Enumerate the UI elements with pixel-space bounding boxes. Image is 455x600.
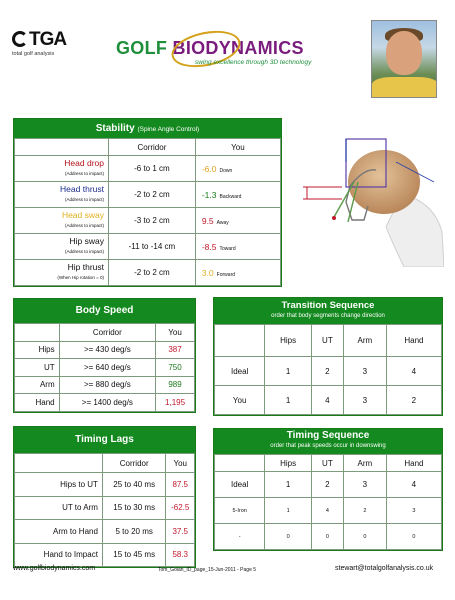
footer-website-link[interactable]: www.golfbiodynamics.com [13,565,96,572]
transition-subtitle: order that body segments change direction [271,313,385,319]
timing-lags-label: Hand to Impact [15,543,103,567]
body-speed-panel [13,298,196,413]
stability-metric: Hip thrust [67,262,104,272]
transition-row [215,357,442,386]
stability-panel [13,118,282,287]
body-speed-label: Hips [15,341,60,359]
stability-title: Stability [95,123,135,134]
transition-cell: 1 [265,357,312,386]
hand-dot-icon [332,216,336,220]
tga-swoosh-icon [12,31,28,47]
tga-logo-text: TGA [29,29,67,50]
stability-direction: Away [216,219,229,226]
logo-title [116,38,366,59]
stability-corridor: -2 to 2 cm [109,182,196,208]
timing-sequence-cell: 4 [386,472,441,498]
body-speed-you: 387 [156,341,195,359]
timing-sequence-row [215,524,442,550]
stability-metric-note: (Address to impact) [64,197,104,202]
golf-biodynamics-logo [116,38,366,78]
timing-lags-label: Hips to UT [15,473,103,497]
transition-blank-header [215,325,265,357]
logo-golf: GOLF [116,38,168,58]
body-speed-label: UT [15,359,60,377]
timing-sequence-row-label: 5-Iron [215,498,265,524]
stability-you [195,234,280,260]
stability-row [15,208,281,234]
body-speed-label: Hand [15,394,60,412]
timing-lags-you: -62.5 [166,496,195,520]
stability-you-value: -6.0 [201,163,217,174]
timing-sequence-cell: 1 [265,472,312,498]
timing-sequence-cell: 0 [311,524,343,550]
transition-col-header: Hips [265,325,312,357]
timing-sequence-cell: 2 [343,498,386,524]
body-speed-corridor: >= 880 deg/s [59,376,155,394]
stability-table [14,138,281,286]
transition-cell: 4 [311,386,343,415]
timing-sequence-col-header: Hand [386,455,441,472]
body-speed-you: 1,195 [156,394,195,412]
stability-metric: Head sway [61,210,104,220]
stability-metric: Head drop [64,158,104,168]
timing-lags-corridor: 5 to 20 ms [102,520,166,544]
stability-corridor: -11 to -14 cm [109,234,196,260]
timing-lags-row [15,520,195,544]
tga-subtitle: total golf analysis [12,51,55,57]
footer-email-link[interactable]: stewart@totalgolfanalysis.co.uk [335,565,434,572]
transition-table [214,324,442,415]
body-speed-table [14,323,195,412]
timing-lags-title: Timing Lags [14,427,195,453]
timing-sequence-cell: 0 [386,524,441,550]
transition-row-label: You [215,386,265,415]
stability-you [195,156,280,182]
timing-sequence-blank-header [215,455,265,472]
timing-lags-label: UT to Arm [15,496,103,520]
timing-lags-corridor: 15 to 30 ms [102,496,166,520]
timing-sequence-cell: 4 [311,498,343,524]
transition-cell: 3 [343,386,386,415]
stability-row-label [15,260,109,286]
stability-direction: Backward [219,193,242,200]
stability-col-corridor: Corridor [109,139,196,156]
stability-metric-note: (When Hip rotation = 0) [57,275,104,280]
timing-lags-corridor: 15 to 45 ms [102,543,166,567]
transition-cell: 2 [386,386,441,415]
stability-metric: Hip sway [69,236,104,246]
stability-corridor: -2 to 2 cm [109,260,196,286]
body-speed-row [15,341,195,359]
transition-row [215,386,442,415]
stability-you-value: 9.5 [201,215,214,226]
timing-lags-row [15,473,195,497]
timing-lags-col-you: You [166,454,195,473]
timing-lags-label: Arm to Hand [15,520,103,544]
stability-you-value: 3.0 [201,267,214,278]
timing-sequence-row [215,472,442,498]
timing-sequence-cell: 3 [343,472,386,498]
timing-sequence-row-label: Ideal [215,472,265,498]
timing-sequence-table [214,454,442,550]
transition-row-label: Ideal [215,357,265,386]
timing-sequence-cell: 1 [265,498,312,524]
stability-row-label [15,234,109,260]
timing-sequence-title: Timing Sequence [286,430,370,441]
transition-col-header: UT [311,325,343,357]
stability-you-value: -1.3 [201,189,217,200]
stability-row-label [15,208,109,234]
stability-metric-note: (Address to impact) [64,249,104,254]
body-speed-you: 989 [156,376,195,394]
head-shape [348,150,420,214]
timing-sequence-panel [213,428,443,551]
logo-biodynamics: BIODYNAMICS [172,38,304,58]
timing-sequence-cell: 3 [386,498,441,524]
body-speed-row [15,376,195,394]
stability-corridor: -3 to 2 cm [109,208,196,234]
stability-row-label [15,156,109,182]
body-speed-title: Body Speed [14,299,195,323]
transition-cell: 2 [311,357,343,386]
transition-cell: 3 [343,357,386,386]
timing-sequence-cell: 0 [343,524,386,550]
stability-direction: Forward [216,271,236,278]
timing-lags-you: 87.5 [166,473,195,497]
stability-you [195,182,280,208]
timing-lags-you: 58.3 [166,543,195,567]
timing-lags-you: 37.5 [166,520,195,544]
stability-direction: Down [219,167,233,174]
transition-col-header: Hand [386,325,441,357]
stability-row [15,234,281,260]
stability-you-value: -8.5 [201,241,217,252]
head-position-diagram [284,122,444,267]
body-speed-col-you: You [156,324,195,342]
transition-sequence-panel [213,297,443,416]
timing-sequence-subtitle: order that peak speeds occur in downswing [270,443,386,449]
transition-title: Transition Sequence [281,300,375,311]
transition-col-header: Arm [343,325,386,357]
body-speed-corridor: >= 1400 deg/s [59,394,155,412]
body-speed-col-corridor: Corridor [59,324,155,342]
transition-cell: 1 [265,386,312,415]
transition-cell: 4 [386,357,441,386]
stability-metric: Head thrust [60,184,104,194]
transition-header [214,298,442,324]
stability-header [14,119,281,138]
timing-lags-col-corridor: Corridor [102,454,166,473]
stability-row-label [15,182,109,208]
timing-sequence-header [214,429,442,454]
timing-sequence-cell: 0 [265,524,312,550]
stability-row [15,156,281,182]
timing-lags-blank-header [15,454,103,473]
body-speed-corridor: >= 430 deg/s [59,341,155,359]
stability-row [15,260,281,286]
timing-sequence-cell: 2 [311,472,343,498]
timing-lags-table [14,453,195,567]
stability-you [195,208,280,234]
body-speed-row [15,359,195,377]
timing-lags-panel [13,426,196,568]
timing-sequence-col-header: Hips [265,455,312,472]
tga-logo [12,30,82,70]
golfer-photo [371,20,437,98]
body-speed-you: 750 [156,359,195,377]
stability-you [195,260,280,286]
stability-blank-header [15,139,109,156]
body-speed-label: Arm [15,376,60,394]
timing-sequence-col-header: Arm [343,455,386,472]
timing-lags-row [15,496,195,520]
stability-metric-note: (Address to impact) [64,171,104,176]
stability-subtitle: (Spine Angle Control) [137,126,200,133]
stability-col-you: You [195,139,280,156]
stability-row [15,182,281,208]
stability-direction: Toward [219,245,236,252]
timing-sequence-col-header: UT [311,455,343,472]
logo-tagline: swing excellence through 3D technology [195,59,312,66]
body-speed-corridor: >= 640 deg/s [59,359,155,377]
body-speed-blank-header [15,324,60,342]
timing-lags-row [15,543,195,567]
timing-sequence-row [215,498,442,524]
body-speed-row [15,394,195,412]
footer-page-info: Tom_Golan_ID_page_15-Jun-2011 - Page 5 [158,567,257,573]
timing-sequence-row-label: - [215,524,265,550]
stability-corridor: -6 to 1 cm [109,156,196,182]
stability-metric-note: (Address to impact) [64,223,104,228]
timing-lags-corridor: 25 to 40 ms [102,473,166,497]
